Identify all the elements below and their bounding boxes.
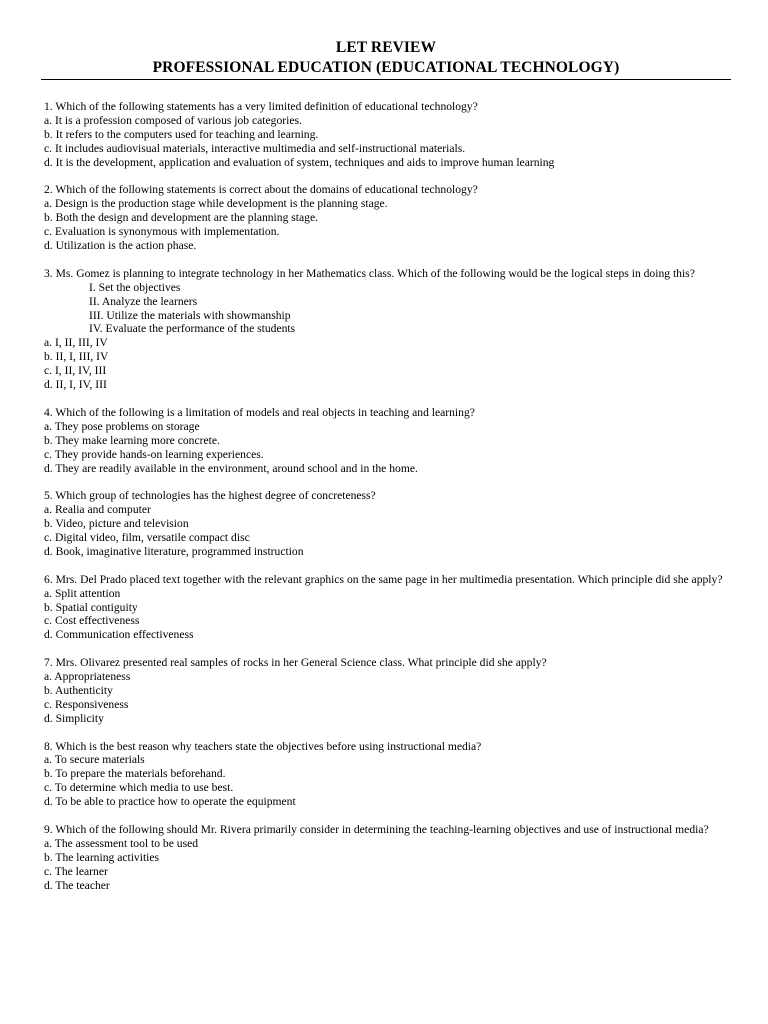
answer-option: b. To prepare the materials beforehand. [44, 767, 226, 781]
answer-option: b. Video, picture and television [44, 517, 189, 531]
answer-option: b. Both the design and development are the planning stage. [44, 211, 318, 225]
document-subtitle: PROFESSIONAL EDUCATION (EDUCATIONAL TECHNOLOGY) [152, 59, 620, 76]
answer-option: c. I, II, IV, III [44, 364, 107, 378]
question-stem: 3. Ms. Gomez is planning to integrate technology in her Mathematics class. Which of the following would be the logical steps in doing this? [44, 266, 695, 280]
answer-option: b. They make learning more concrete. [44, 433, 220, 447]
answer-option: c. Responsiveness [44, 697, 129, 711]
option-list [44, 114, 728, 170]
statement-item: III. Utilize the materials with showmanship [89, 308, 291, 322]
answer-option: a. It is a profession composed of various job categories. [44, 113, 302, 127]
statement-item: IV. Evaluate the performance of the students [89, 322, 296, 336]
answer-option: a. To secure materials [44, 753, 145, 767]
question-item [44, 740, 728, 810]
question-stem: 5. Which group of technologies has the highest degree of concreteness? [44, 489, 376, 503]
answer-option: a. The assessment tool to be used [44, 836, 199, 850]
option-list [44, 670, 728, 726]
answer-option: a. Design is the production stage while development is the planning stage. [44, 197, 388, 211]
statement-item: II. Analyze the learners [89, 294, 198, 308]
answer-option: d. It is the development, application and evaluation of system, techniques and aids to improve human learning [44, 155, 555, 169]
option-list [44, 420, 728, 476]
question-stem: 6. Mrs. Del Prado placed text together with the relevant graphics on the same page in her multimedia presentation. Which principle did she apply? [44, 572, 723, 586]
option-list [44, 837, 728, 893]
answer-option: c. Evaluation is synonymous with implementation. [44, 225, 280, 239]
answer-option: d. To be able to practice how to operate the equipment [44, 795, 296, 809]
question-item [44, 100, 728, 170]
answer-option: a. They pose problems on storage [44, 419, 200, 433]
answer-option: d. They are readily available in the environment, around school and in the home. [44, 461, 418, 475]
option-list [44, 503, 728, 559]
answer-option: d. Communication effectiveness [44, 628, 194, 642]
option-list [44, 336, 728, 392]
question-item [44, 183, 728, 253]
answer-option: d. II, I, IV, III [44, 378, 107, 392]
statement-item: I. Set the objectives [89, 280, 181, 294]
question-item [44, 267, 728, 392]
answer-option: d. Utilization is the action phase. [44, 239, 197, 253]
answer-option: a. Appropriateness [44, 670, 131, 684]
answer-option: a. Realia and computer [44, 503, 151, 517]
answer-option: d. Book, imaginative literature, programmed instruction [44, 544, 304, 558]
answer-option: c. Digital video, film, versatile compact disc [44, 531, 250, 545]
answer-option: b. Spatial contiguity [44, 600, 138, 614]
question-stem: 7. Mrs. Olivarez presented real samples of rocks in her General Science class. What principle did she apply? [44, 656, 547, 670]
question-item [44, 656, 728, 726]
question-list [44, 100, 728, 893]
question-item [44, 823, 728, 893]
question-item [44, 489, 728, 559]
answer-option: a. I, II, III, IV [44, 336, 108, 350]
answer-option: b. Authenticity [44, 683, 113, 697]
answer-option: d. The teacher [44, 878, 110, 892]
answer-option: b. II, I, III, IV [44, 350, 109, 364]
option-list [44, 587, 728, 643]
answer-option: a. Split attention [44, 586, 121, 600]
question-stem: 1. Which of the following statements has a very limited definition of educational technology? [44, 100, 478, 113]
answer-option: c. To determine which media to use best. [44, 781, 234, 795]
question-stem: 8. Which is the best reason why teachers state the objectives before using instructional media? [44, 739, 482, 753]
document-title: LET REVIEW [335, 39, 437, 56]
answer-option: c. They provide hands-on learning experiences. [44, 447, 264, 461]
option-list [44, 197, 728, 253]
option-list [44, 753, 728, 809]
title-divider [41, 79, 731, 80]
answer-option: c. The learner [44, 864, 108, 878]
answer-option: b. The learning activities [44, 850, 160, 864]
answer-option: d. Simplicity [44, 711, 104, 725]
question-item [44, 406, 728, 476]
question-stem: 9. Which of the following should Mr. Rivera primarily consider in determining the teaching-learning objectives and use of instructional media? [44, 823, 709, 836]
question-stem: 2. Which of the following statements is correct about the domains of educational technology? [44, 183, 478, 197]
question-stem: 4. Which of the following is a limitation of models and real objects in teaching and learning? [44, 405, 475, 419]
question-item [44, 573, 728, 643]
statement-list [44, 281, 728, 337]
answer-option: c. Cost effectiveness [44, 614, 140, 628]
answer-option: b. It refers to the computers used for teaching and learning. [44, 127, 319, 141]
answer-option: c. It includes audiovisual materials, interactive multimedia and self-instructional materials. [44, 141, 466, 155]
